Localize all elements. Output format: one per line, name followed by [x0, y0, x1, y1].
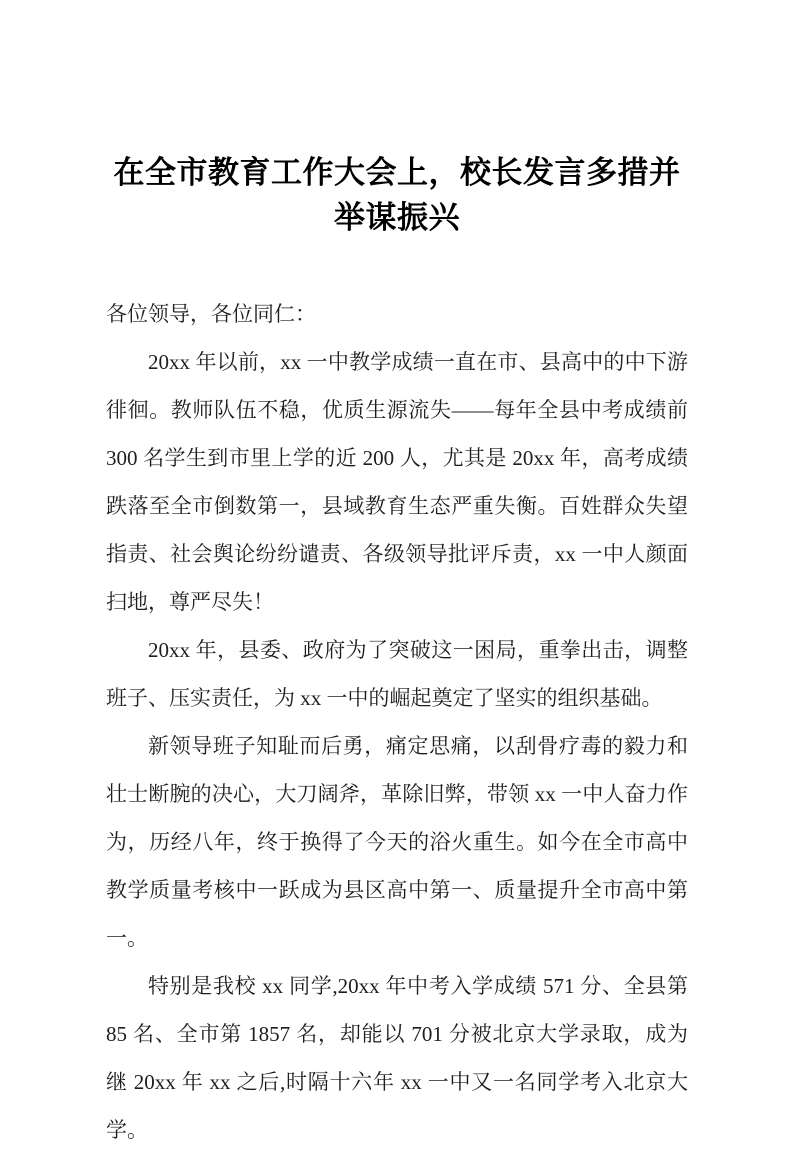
salutation-line: 各位领导，各位同仁： [106, 302, 316, 326]
document-title: 在全市教育工作大会上，校长发言多措并举谋振兴 [113, 155, 681, 235]
paragraph-1: 20xx 年以前，xx 一中教学成绩一直在市、县高中的中下游徘徊。教师队伍不稳，优质生源流失——每年全县中考成绩前 300 名学生到市里上学的近 200 人，尤其是 20xx 年，高考成绩跌落至全市倒数第一，县域教育生态严重失衡。百姓群众失望指责、社会舆论纷纷谴责、各级领导批评斥责，xx 一中人颜面扫地，尊严尽失！ [106, 350, 688, 614]
paragraph-2: 20xx 年，县委、政府为了突破这一困局，重拳出击，调整班子、压实责任，为 xx 一中的崛起奠定了坚实的组织基础。 [106, 638, 688, 710]
paragraph-4: 特别是我校 xx 同学,20xx 年中考入学成绩 571 分、全县第 85 名、全市第 1857 名，却能以 701 分被北京大学录取，成为继 20xx 年 xx 之后,时隔十六年 xx 一中又一名同学考入北京大学。 [106, 974, 688, 1142]
paragraph-3: 新领导班子知耻而后勇，痛定思痛，以刮骨疗毒的毅力和壮士断腕的决心，大刀阔斧，革除旧弊，带领 xx 一中人奋力作为，历经八年，终于换得了今天的浴火重生。如今在全市高中教学质量考核中一跃成为县区高中第一、质量提升全市高中第一。 [106, 734, 688, 950]
document-body [106, 290, 688, 1154]
